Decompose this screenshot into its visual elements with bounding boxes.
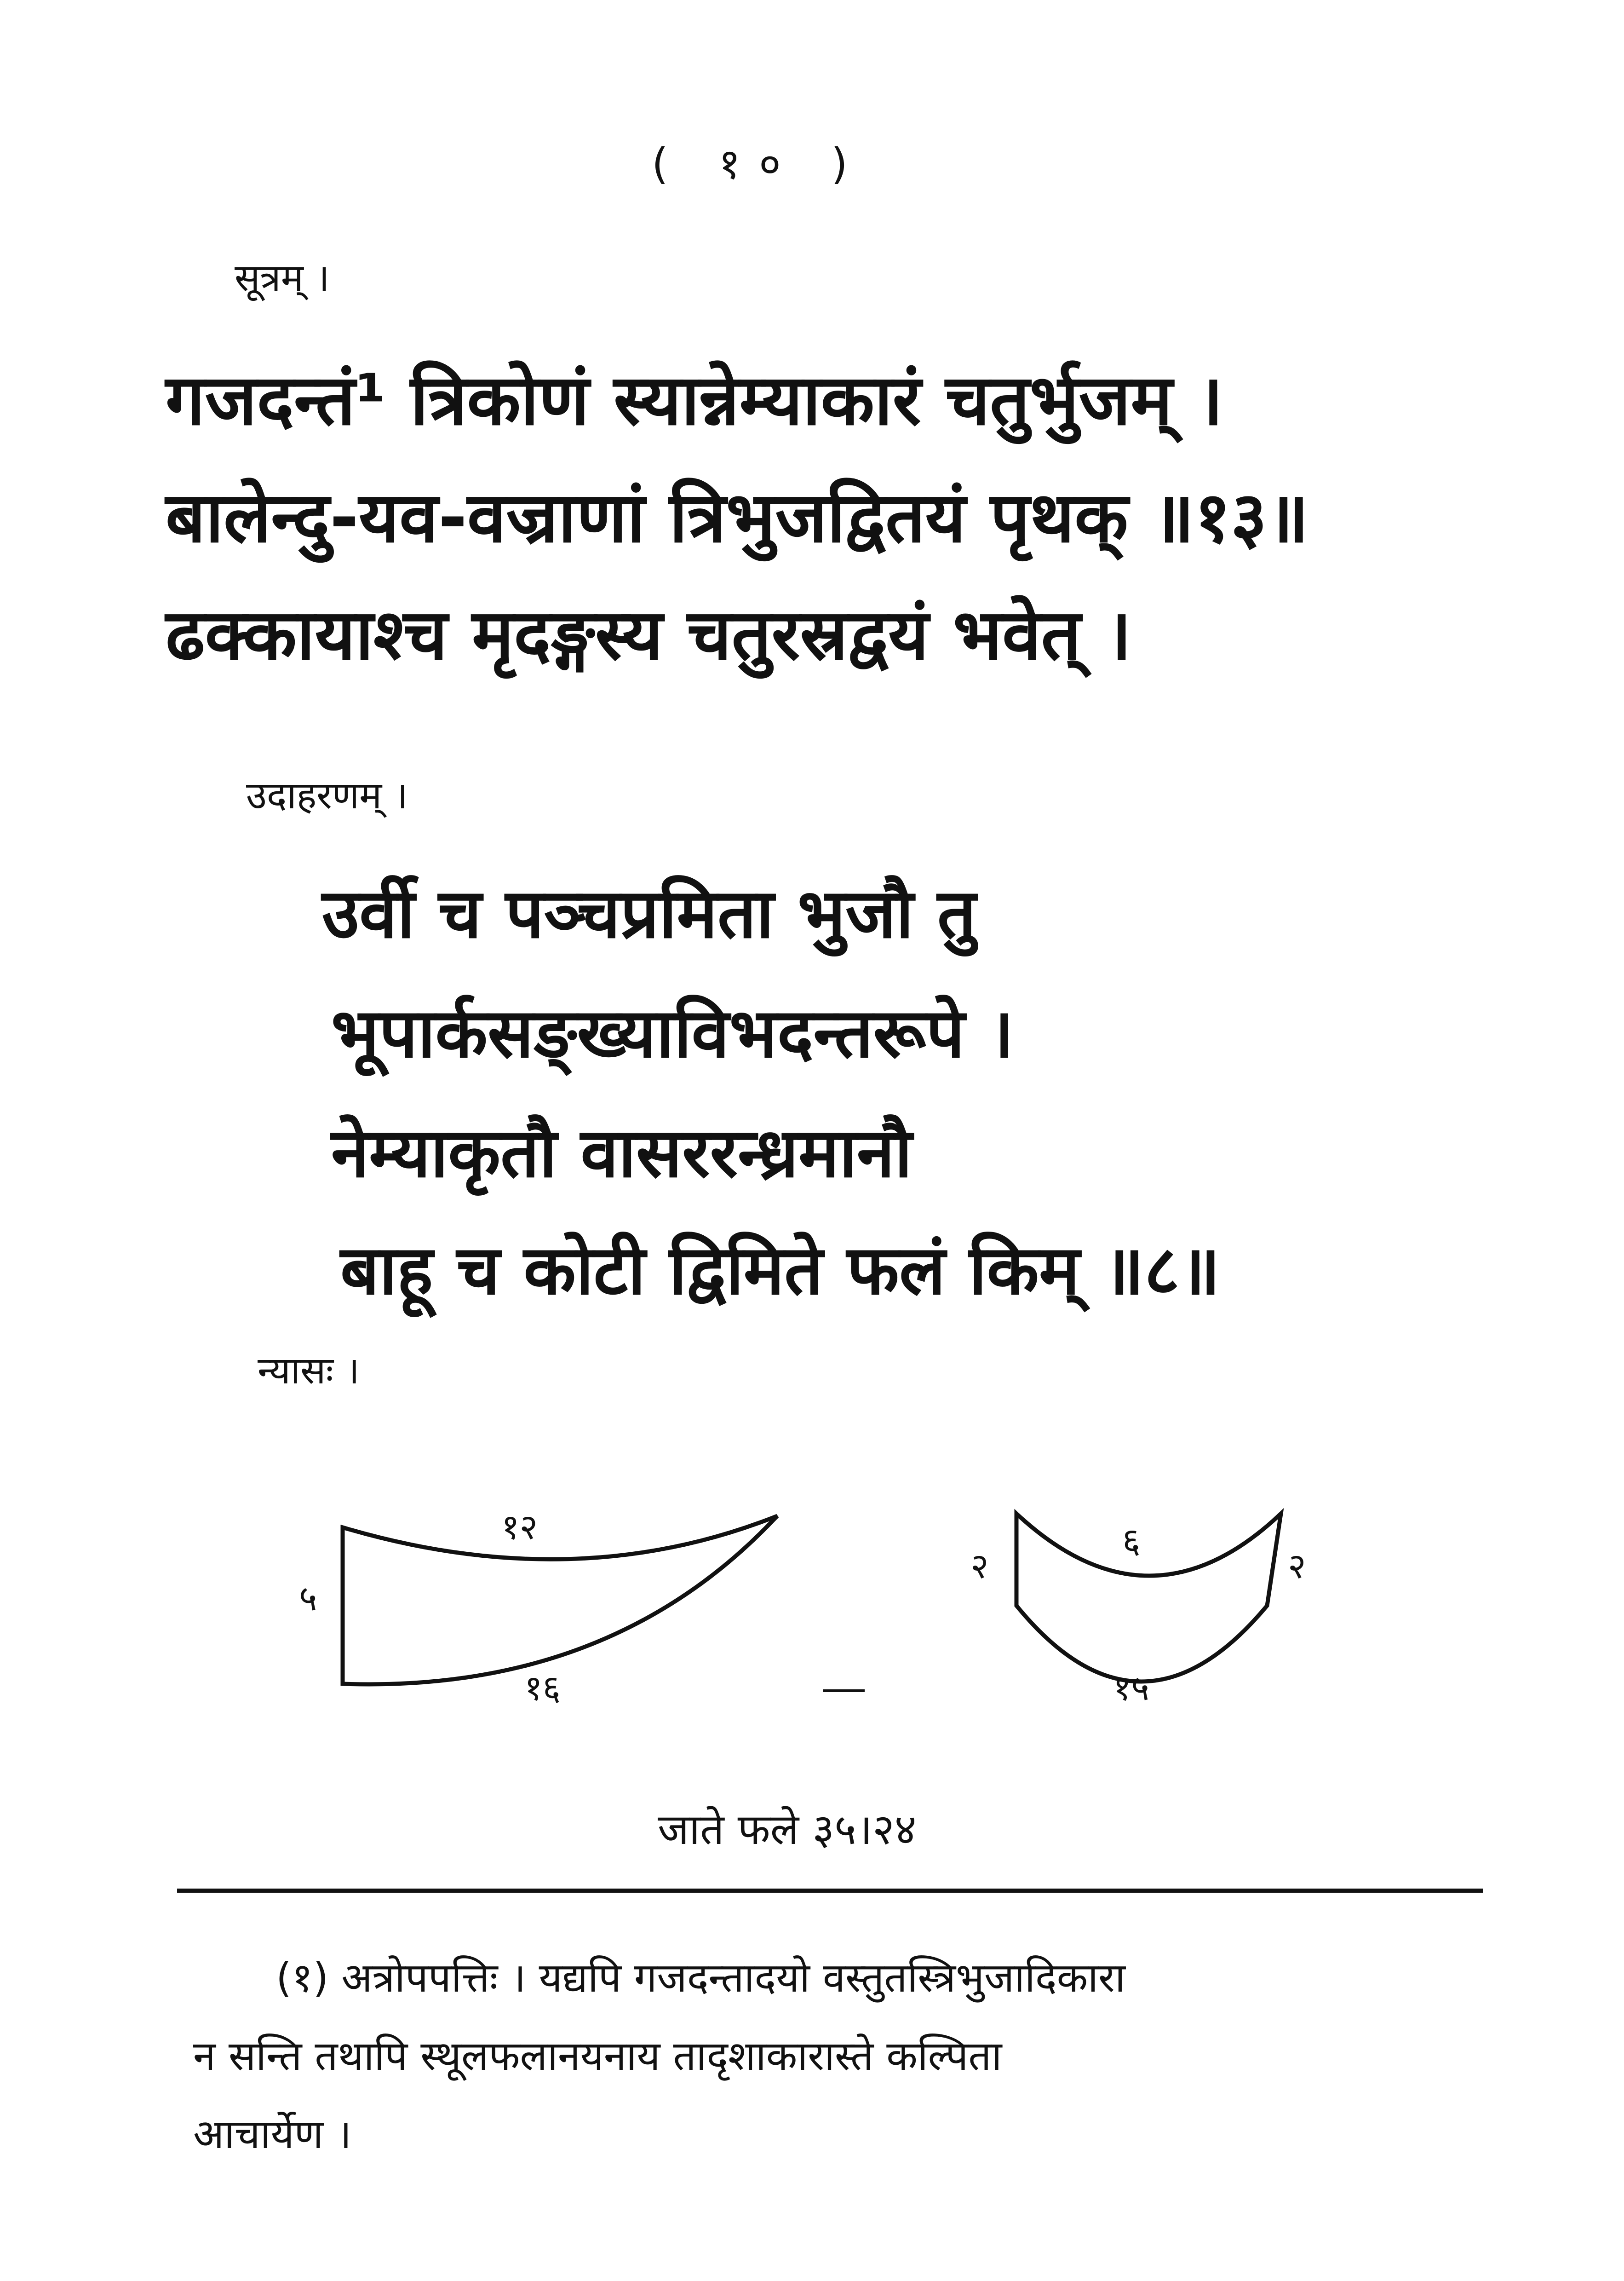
footnote-line-1: (१) अत्रोपपत्तिः । यद्यपि गजदन्तादयो वस्तुतस्त्रिभुजादिकारा	[276, 1954, 1125, 2001]
verse-line-1: उर्वी च पञ्चप्रमिता भुजौ तु	[322, 874, 976, 953]
footnote-divider	[177, 1889, 1483, 1893]
page-number: ( १० )	[652, 139, 866, 189]
nemi-top-label: ६	[1122, 1520, 1141, 1561]
nemi-right-label: २	[1288, 1545, 1306, 1586]
nemi-bottom-label: १५	[1113, 1667, 1150, 1708]
sutra-heading: सूत्रम् ।	[235, 256, 330, 300]
verse-line-3: नेम्याकृतौ वासररन्ध्रमानौ	[331, 1113, 912, 1192]
nyasa-heading: न्यासः ।	[258, 1349, 360, 1393]
gajadanta-outline	[343, 1516, 777, 1684]
sutra-line-2: बालेन्दु-यव-वज्राणां त्रिभुजद्वितयं पृथक् ॥१३॥	[166, 477, 1309, 558]
footnote-line-2: न सन्ति तथापि स्थूलफलानयनाय तादृशाकारास्ते कल्पिता	[193, 2032, 1002, 2079]
example-heading: उदाहरणम् ।	[246, 774, 408, 818]
verse-line-4: बाहू च कोटी द्विमिते फलं किम् ॥८॥	[340, 1231, 1221, 1310]
nemi-left-label: २	[970, 1545, 989, 1586]
footnote-line-3: आचार्येण ।	[193, 2110, 352, 2158]
gajadanta-figure	[343, 1516, 777, 1684]
result-line: जाते फले ३५।२४	[658, 1805, 917, 1854]
sutra-line-1: गजदन्तं¹ त्रिकोणं स्यान्नेम्याकारं चतुर्भुजम् ।	[166, 359, 1223, 441]
gajadanta-side-label: ५	[299, 1578, 317, 1619]
gajadanta-bottom-label: १६	[524, 1667, 561, 1708]
verse-line-2: भूपार्कसङ्ख्याविभदन्तरूपे ।	[331, 994, 1015, 1073]
sutra-line-3: ढक्कायाश्च मृदङ्गस्य चतुरस्रद्वयं भवेत् ।	[166, 594, 1132, 675]
gajadanta-top-label: १२	[501, 1506, 538, 1547]
nemi-outline	[1016, 1514, 1281, 1682]
nemi-figure	[1016, 1514, 1281, 1682]
